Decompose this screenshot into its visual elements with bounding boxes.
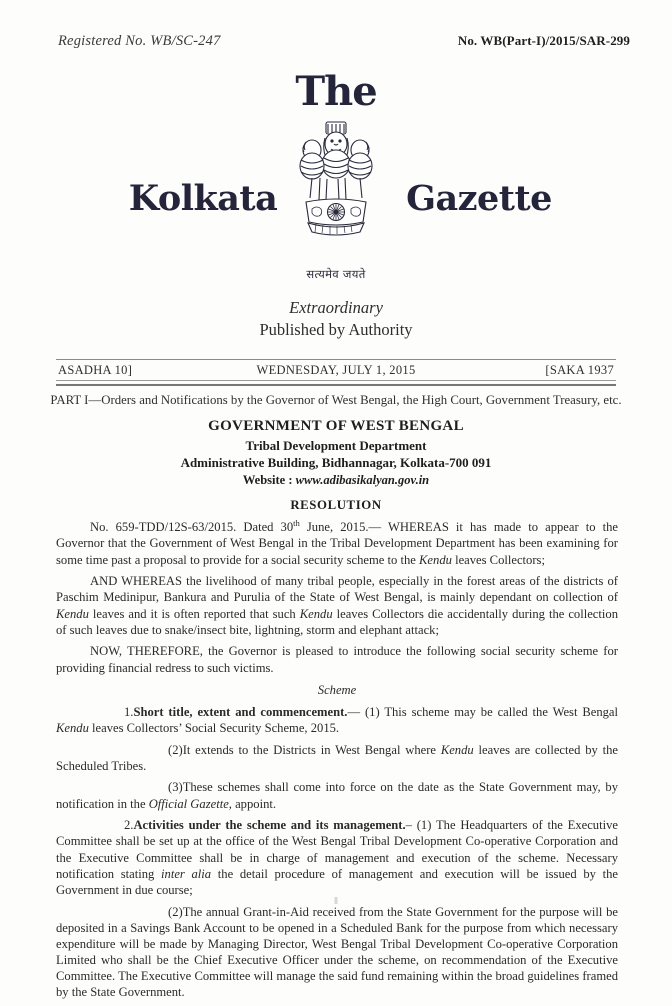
website-url: www.adibasikalyan.gov.in: [295, 472, 430, 487]
masthead-kolkata: Kolkata: [128, 178, 278, 219]
department-name: Tribal Development Department: [245, 437, 427, 453]
kendu-italic-2: Kendu: [56, 606, 89, 621]
resolution-reference-number: No. 659-TDD/12S-63/2015. Dated 30: [90, 520, 294, 535]
resolution-paragraph-2: [56, 573, 618, 638]
clause-1-sub3-text-b: , appoint.: [228, 796, 277, 811]
registered-number: Registered No. WB/SC-247: [58, 33, 221, 49]
published-by-authority-label: Published by Authority: [259, 320, 413, 339]
clause-2-sub1-text-b: the detail procedure of management and execution will be issued by the Government in due course;: [56, 866, 619, 897]
resolution-heading: RESOLUTION: [290, 498, 382, 512]
extraordinary-label: Extraordinary: [289, 298, 383, 317]
website-line: [0, 472, 672, 489]
scheme-heading: Scheme: [317, 682, 357, 697]
lion-capital-of-ashoka-icon: [288, 116, 384, 284]
rule-above-dateband: [56, 359, 616, 360]
resolution-paragraph-3: NOW, THEREFORE, the Governor is pleased to introduce the following social security scheme for providing financial redress to such victims.: [56, 644, 618, 675]
clause-1-sub1-text-b: leaves Collectors’ Social Security Scheme, 2015.: [88, 720, 340, 735]
kendu-italic-1: Kendu: [419, 552, 452, 567]
clause-2-sub-2: [56, 904, 618, 1001]
document-body: [56, 518, 618, 1006]
resolution-reference-tail: June, 2015.—: [299, 520, 388, 535]
clause-1-sub-1: [56, 704, 618, 736]
clause-1-sub2-label: (2): [168, 742, 183, 757]
and-whereas-b: leaves and it is often reported that such: [88, 606, 300, 621]
page-footer-mark: [335, 897, 338, 904]
date-center-gregorian: WEDNESDAY, JULY 1, 2015: [256, 363, 416, 377]
clause-2-number: 2.: [124, 818, 134, 833]
kendu-italic-5: Kendu: [440, 742, 474, 757]
department-address: Administrative Building, Bidhannagar, Kolkata-700 091: [180, 455, 492, 471]
inter-alia-italic: inter alia: [161, 866, 212, 881]
kendu-italic-3: Kendu: [299, 606, 333, 621]
clause-1-sub2-text-a: It extends to the Districts in West Bengal where: [182, 742, 441, 757]
masthead: [0, 68, 672, 283]
registration-row: [58, 33, 630, 50]
clause-1-sub3-text-a: These schemes shall come into force on the date as the State Government may, by notification in the: [56, 780, 618, 811]
clause-1-sub1-text-a: This scheme may be called the West Bengal: [384, 704, 619, 719]
rule-below-dateband-thin: [56, 380, 616, 381]
part-description-line: PART I—Orders and Notifications by the Governor of West Bengal, the High Court, Government Treasury, etc.: [50, 393, 622, 407]
government-header-block: [0, 417, 672, 488]
clause-1-sub1-label: (1): [364, 704, 385, 719]
resolution-paragraph-1: [56, 518, 618, 568]
masthead-the: The: [295, 68, 377, 115]
clause-1-sub3-label: (3): [168, 780, 183, 795]
emblem-motto: सत्यमेव जयते: [306, 267, 366, 281]
gazette-number: No. WB(Part-I)/2015/SAR-299: [457, 33, 630, 48]
clause-2-dash: –: [405, 818, 417, 833]
clause-2-sub-1: [56, 817, 618, 898]
government-title: GOVERNMENT OF WEST BENGAL: [208, 418, 464, 434]
clause-1-sub-3: [56, 779, 618, 811]
clause-2-sub2-text: The annual Grant-in-Aid received from the State Government for the purpose will be deposited in a Savings Bank Account to be opened in a Scheduled Bank for the purpose from which necessary expenditure will be made by Managing Director, West Bengal Tribal Development Co-operative Corporation Limited who shall be the Chief Executive Officer under the scheme, on recommendation of the Executive Committee. The Executive Committee will manage the said fund remaining within the broad guidelines framed by the State Government.: [56, 904, 618, 1000]
and-whereas-c: leaves Collectors die accidentally during the collection of such leaves due to snake/insect bite, lightning, storm and elephant attack;: [56, 606, 618, 637]
and-whereas-a: AND WHEREAS the livelihood of many tribal people, especially in the forest areas of the districts of Paschim Medinipur, Bankura and Purulia of the State of West Bengal, is mainly dependant on collection of: [56, 574, 618, 605]
website-label: Website :: [242, 472, 296, 487]
kendu-italic-4: Kendu: [56, 720, 89, 735]
whereas-tail: leaves Collectors;: [451, 552, 545, 567]
clause-1-dash: —: [347, 704, 365, 719]
clause-2-sub1-text-a: The Headquarters of the Executive Committee shall be set up at the office of the West Bengal Tribal Development Co-operative Corporation and the Executive Committee shall be in charge of management and execution of the scheme. Necessary notification stating: [56, 818, 618, 881]
date-band: [58, 363, 614, 378]
clause-2-title: Activities under the scheme and its management.: [133, 818, 406, 833]
rule-below-dateband-thick: [56, 384, 616, 386]
clause-1-sub2-text-b: leaves are collected by the Scheduled Tribes.: [56, 742, 618, 773]
official-gazette-italic: Official Gazette: [148, 796, 229, 811]
whereas-text: WHEREAS it has made to appear to the Governor that the Government of West Bengal in the Tribal Development Department has been examining for some time past a proposal to provide for a social security scheme to the: [56, 520, 619, 567]
ordinal-suffix: th: [293, 518, 300, 528]
clause-2-sub1-label: (1): [416, 818, 436, 833]
masthead-gazette: Gazette: [406, 178, 552, 219]
clause-2-sub2-label: (2): [168, 904, 183, 919]
clause-1-sub-2: [56, 742, 618, 774]
date-left-asadha: ASADHA 10]: [58, 363, 133, 377]
clause-1-title: Short title, extent and commencement.: [133, 704, 348, 719]
date-right-saka: [SAKA 1937: [545, 363, 614, 377]
clause-1-number: 1.: [124, 704, 134, 719]
